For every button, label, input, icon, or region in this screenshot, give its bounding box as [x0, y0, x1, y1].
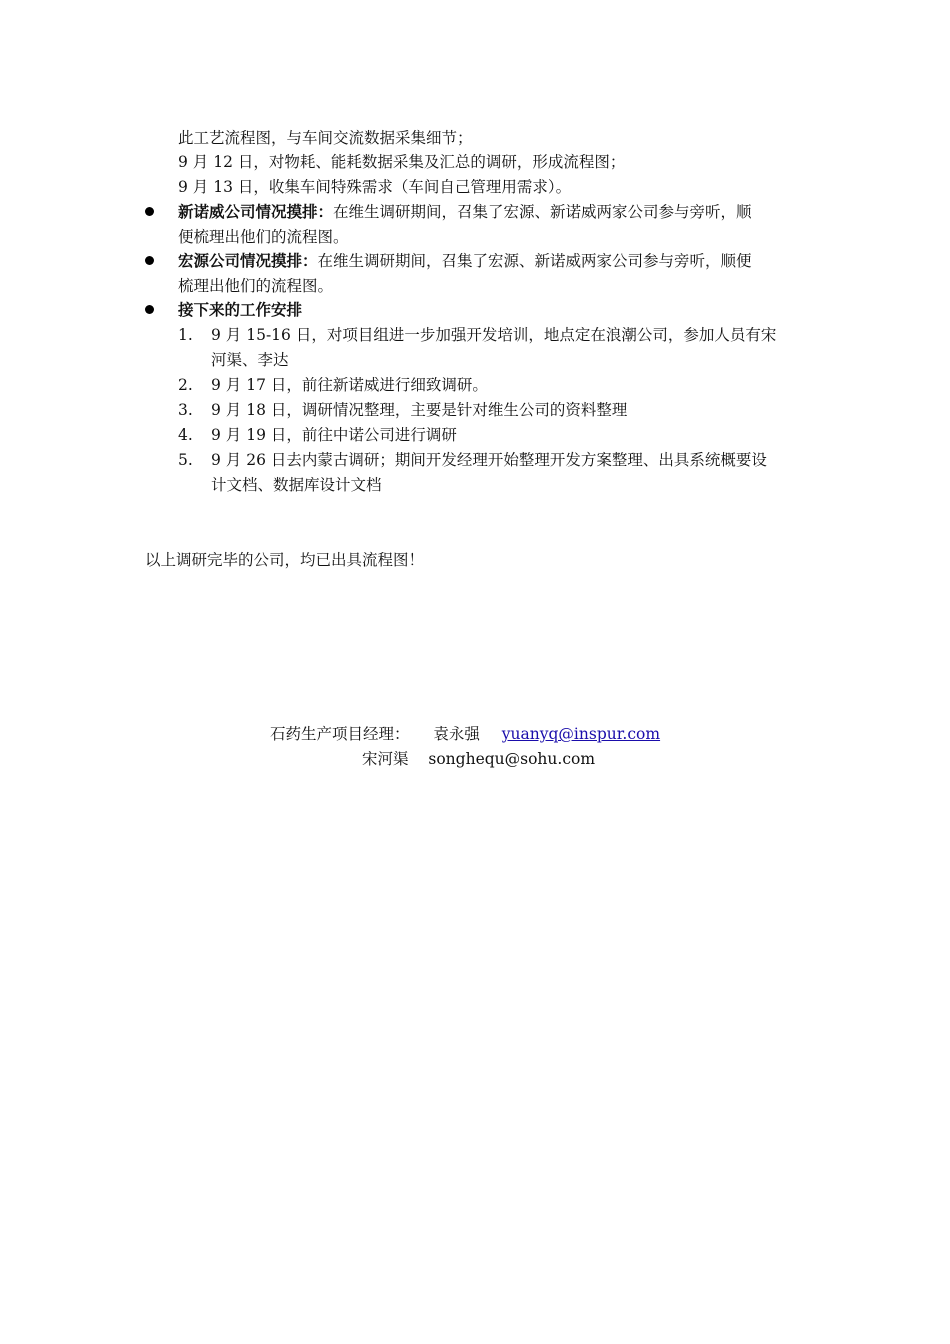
list-item-number: 2.	[178, 376, 193, 394]
list-item: 9 月 15-16 日，对项目组进一步加强开发培训，地点定在浪潮公司，参加人员有宋	[211, 326, 777, 344]
list-item-number: 3.	[178, 401, 193, 419]
member-email: songhequ@sohu.com	[428, 750, 596, 768]
list-item: 9 月 19 日，前往中诺公司进行调研	[211, 426, 457, 444]
list-item-number: 1.	[178, 326, 193, 344]
bullet-text: 在维生调研期间，召集了宏源、新诺威两家公司参与旁听，顺便	[317, 252, 752, 270]
list-item-continued: 河渠、李达	[211, 351, 289, 369]
manager-name: 袁永强	[433, 725, 480, 743]
bullet-text-continued: 便梳理出他们的流程图。	[178, 228, 349, 246]
list-item-number: 5.	[178, 451, 193, 469]
list-item-number: 4.	[178, 426, 193, 444]
signature-manager	[270, 724, 660, 744]
bullet-dot-icon	[145, 256, 154, 265]
continuation-line-1: 此工艺流程图，与车间交流数据采集细节；	[178, 129, 473, 147]
bullet-item-hongyuan	[178, 251, 752, 271]
bullet-dot-icon	[145, 207, 154, 216]
list-item: 9 月 18 日，调研情况整理，主要是针对维生公司的资料整理	[211, 401, 628, 419]
member-name: 宋河渠	[362, 750, 409, 768]
bullet-title-next-steps: 接下来的工作安排	[178, 301, 303, 319]
manager-email-link[interactable]: yuanyq@inspur.com	[501, 725, 661, 743]
conclusion-text: 以上调研完毕的公司，均已出具流程图！	[145, 551, 425, 569]
bullet-title: 宏源公司情况摸排：	[178, 252, 318, 270]
bullet-title: 新诺威公司情况摸排：	[178, 203, 334, 221]
continuation-line-2: 9 月 12 日，对物耗、能耗数据采集及汇总的调研，形成流程图；	[178, 153, 626, 171]
bullet-text: 在维生调研期间，召集了宏源、新诺威两家公司参与旁听，顺	[333, 203, 752, 221]
list-item: 9 月 26 日去内蒙古调研；期间开发经理开始整理开发方案整理、出具系统概要设	[211, 451, 767, 469]
bullet-item-xinnuowei	[178, 202, 752, 222]
list-item: 9 月 17 日，前往新诺威进行细致调研。	[211, 376, 488, 394]
signature-member	[362, 749, 595, 769]
bullet-dot-icon	[145, 305, 154, 314]
signature-role-label: 石药生产项目经理：	[270, 725, 410, 743]
list-item-continued: 计文档、数据库设计文档	[211, 476, 382, 494]
continuation-line-3: 9 月 13 日，收集车间特殊需求（车间自己管理用需求）。	[178, 178, 572, 196]
bullet-text-continued: 梳理出他们的流程图。	[178, 277, 334, 295]
